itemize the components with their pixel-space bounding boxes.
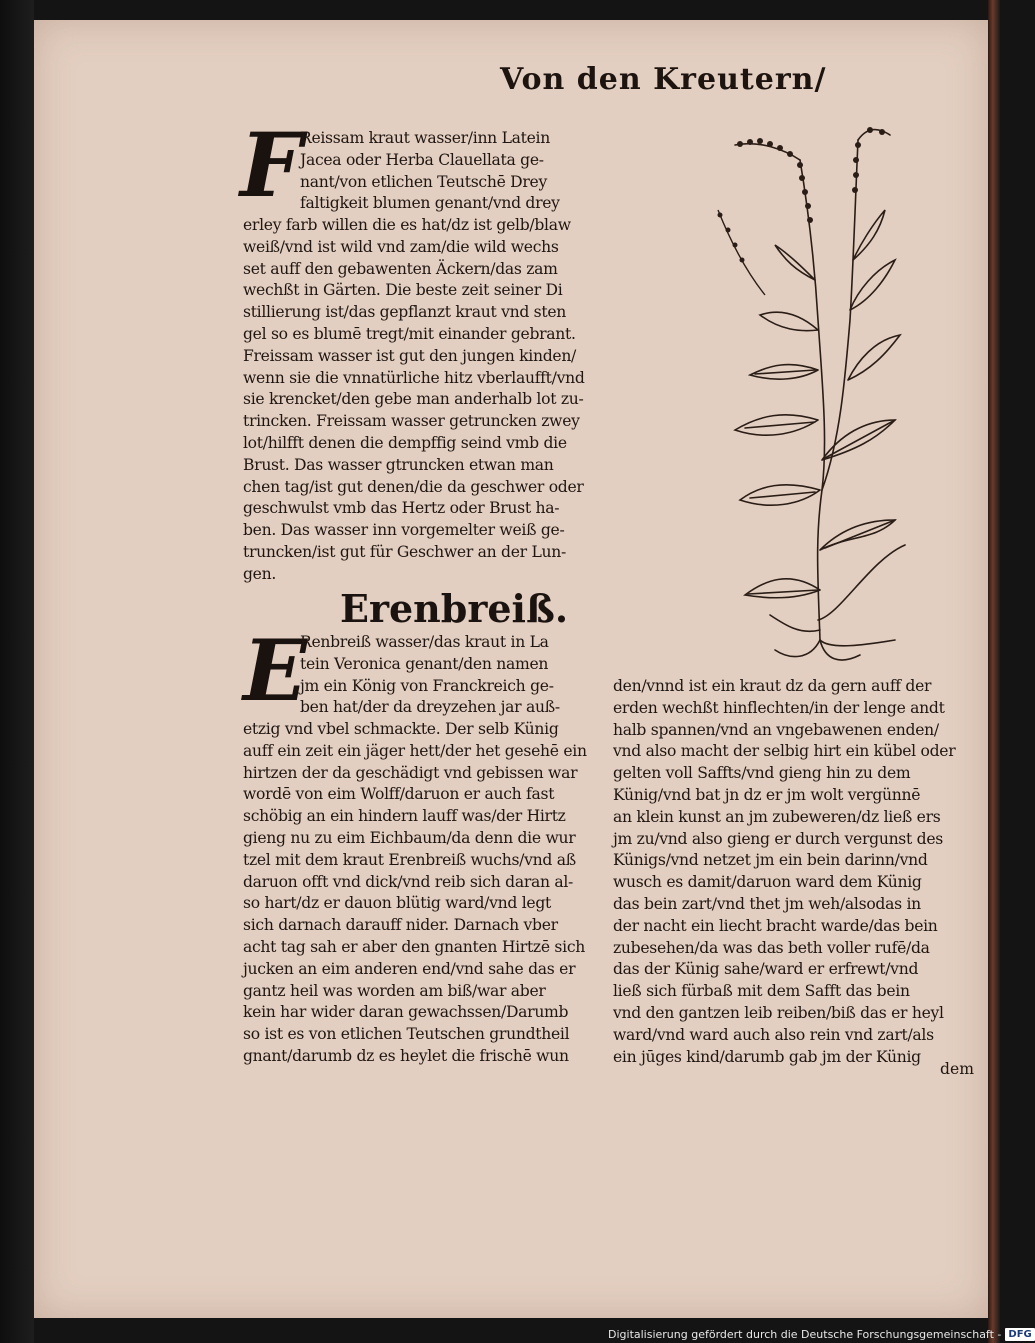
section2-right-line: vnd den gantzen leib reiben/biß das er heyl (613, 1003, 944, 1022)
section2-right-line: vnd also macht der selbig hirt ein kübel oder (613, 742, 956, 761)
section-title-erenbreiss: Erenbreiß. (340, 586, 569, 631)
section2-right-line: ein jūges kind/darumb gab jm der Künig (613, 1047, 921, 1066)
section2-right-line: gelten voll Saffts/vnd gieng hin zu dem (613, 764, 911, 783)
section2-right-line: das der Künig sahe/ward er erfrewt/vnd (613, 960, 919, 979)
section1-indented-line: faltigkeit blumen genant/vnd drey (300, 194, 560, 213)
section2-indented-line: tein Veronica genant/den namen (300, 654, 549, 673)
section2-left-line: hirtzen der da geschädigt vnd gebissen war (243, 763, 578, 782)
section1-body-line: set auff den gebawenten Äckern/das zam (243, 259, 558, 278)
section2-left-line: sich darnach darauff nider. Darnach vber (243, 916, 558, 935)
section2-left-column (243, 719, 603, 1068)
drop-cap-initial-2: E (243, 621, 308, 720)
section2-right-line: Künig/vnd bat jn dz er jm wolt vergünnē (613, 785, 921, 804)
section2-left-line: jucken an eim anderen end/vnd sahe das er (243, 959, 576, 978)
drop-cap-initial-1: F (240, 113, 303, 217)
section1-indented-line: Jacea oder Herba Clauellata ge- (300, 150, 544, 169)
section2-right-line: an klein kunst an jm zubeweren/dz ließ ers (613, 807, 941, 826)
section2-indented-line: ben hat/der da dreyzehen jar auß- (300, 698, 560, 717)
section2-right-line: das bein zart/vnd thet jm weh/alsodas in (613, 894, 921, 913)
section2-left-line: daruon offt vnd dick/vnd reib sich daran al- (243, 872, 574, 891)
section2-indented-text (300, 632, 610, 719)
running-head: Von den Kreutern/ (500, 62, 827, 97)
section1-body-line: lot/hilfft denen die dempffig seind vmb die (243, 433, 567, 452)
section2-left-line: etzig vnd vbel schmackte. Der selb Künig (243, 720, 559, 738)
section2-right-line: der nacht ein liecht bracht warde/das bein (613, 916, 938, 935)
section1-body-line: gel so es blumē tregt/mit einander gebrant. (243, 324, 576, 343)
section2-indented-line: jm ein König von Franckreich ge- (300, 676, 554, 695)
section2-left-line: gnant/darumb dz es heylet die frischē wun (243, 1046, 569, 1065)
section1-body-line: wechßt in Gärten. Die beste zeit seiner Di (243, 281, 563, 300)
section1-body-line: sie krencket/den gebe man anderhalb lot zu- (243, 390, 584, 409)
dfg-logo: DFG (1005, 1328, 1034, 1341)
section2-left-line: so hart/dz er dauon blütig ward/vnd legt (243, 894, 551, 913)
section2-left-line: auff ein zeit ein jäger hett/der het gesehē ein (243, 741, 587, 760)
catchword: dem (940, 1060, 974, 1078)
plant-illustration-woodcut (690, 120, 930, 660)
footer-text: Digitalisierung gefördert durch die Deutsche Forschungsgemeinschaft - (608, 1327, 1002, 1341)
section1-body-line: stillierung ist/das gepflanzt kraut vnd sten (243, 303, 567, 322)
section2-left-line: gieng nu zu eim Eichbaum/da denn die wur (243, 828, 576, 847)
section1-body-line: Freissam wasser ist gut den jungen kinden/ (243, 346, 577, 365)
section2-right-column (613, 676, 973, 1068)
section2-indented-line: Renbreiß wasser/das kraut in La (300, 633, 549, 651)
section1-indented-line: Reissam kraut wasser/inn Latein (300, 129, 550, 147)
section1-body-text (243, 215, 633, 586)
section1-indented-text (300, 128, 630, 215)
section1-body-line: geschwulst vmb das Hertz oder Brust ha- (243, 499, 560, 518)
section2-left-line: gantz heil was worden am biß/war aber (243, 981, 546, 1000)
section1-body-line: ben. Das wasser inn vorgemelter weiß ge- (243, 521, 565, 540)
section2-left-line: tzel mit dem kraut Erenbreiß wuchs/vnd aß (243, 850, 576, 869)
section2-right-line: jm zu/vnd also gieng er durch vergunst des (613, 829, 943, 848)
section1-body-line: wenn sie die vnnatürliche hitz vberlaufft/vnd (243, 368, 585, 387)
section1-body-line: chen tag/ist gut denen/die da geschwer oder (243, 477, 584, 496)
section2-right-line: zubesehen/da was das beth voller rufē/da (613, 938, 930, 957)
section2-right-line: den/vnnd ist ein kraut dz da gern auff der (613, 677, 932, 695)
section2-left-line: so ist es von etlichen Teutschen grundtheil (243, 1025, 570, 1044)
section1-body-line: truncken/ist gut für Geschwer an der Lun- (243, 542, 566, 561)
section1-body-line: trincken. Freissam wasser getruncken zwey (243, 412, 580, 431)
section2-right-line: wusch es damit/daruon ward dem Künig (613, 873, 922, 892)
section2-right-line: ließ sich fürbaß mit dem Safft das bein (613, 982, 910, 1001)
section2-right-line: halb spannen/vnd an vngebawenen enden/ (613, 720, 939, 739)
digitization-footer (608, 1325, 1032, 1343)
page-edge (988, 0, 1000, 1343)
section2-right-line: ward/vnd ward auch also rein vnd zart/als (613, 1025, 934, 1044)
section2-left-line: wordē von eim Wolff/daruon er auch fast (243, 785, 555, 804)
book-spine (0, 0, 34, 1343)
section1-body-line: erley farb willen die es hat/dz ist gelb/blaw (243, 216, 571, 234)
section2-left-line: acht tag sah er aber den gnanten Hirtzē sich (243, 937, 585, 956)
section2-right-line: Künigs/vnd netzet jm ein bein darinn/vnd (613, 851, 928, 870)
section2-left-line: schöbig an ein hindern lauff was/der Hirtz (243, 807, 566, 826)
section1-indented-line: nant/von etlichen Teutschē Drey (300, 172, 547, 191)
section2-left-line: kein har wider daran gewachssen/Darumb (243, 1003, 569, 1022)
section1-body-line: Brust. Das wasser gtruncken etwan man (243, 455, 554, 474)
section2-right-line: erden wechßt hinflechten/in der lenge andt (613, 698, 945, 717)
section1-body-line: weiß/vnd ist wild vnd zam/die wild wechs (243, 237, 559, 256)
section1-body-line: gen. (243, 564, 277, 583)
